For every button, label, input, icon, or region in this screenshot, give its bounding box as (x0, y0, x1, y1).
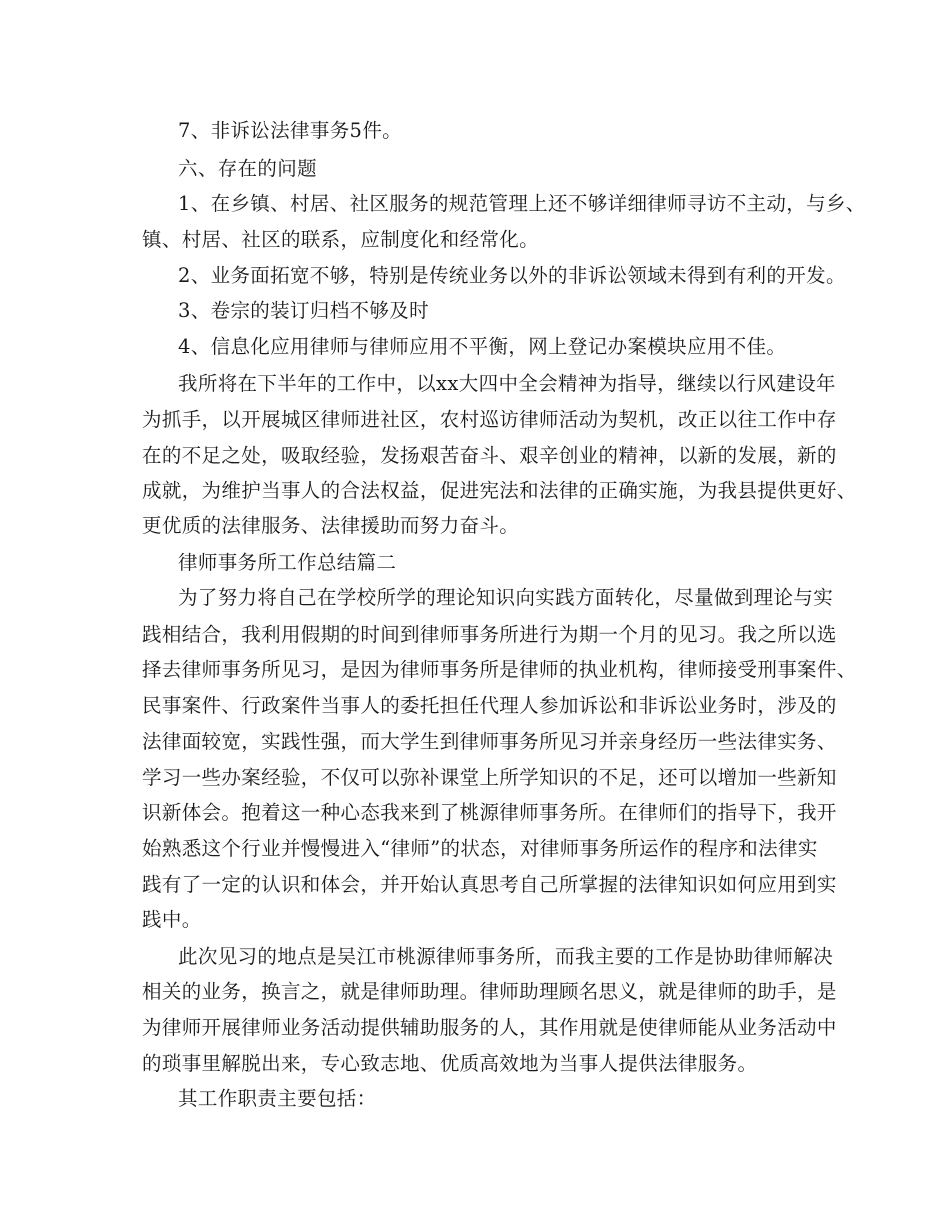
text-line: 法律面较宽，实践性强，而大学生到律师事务所见习并亲身经历一些法律实务、 (142, 730, 837, 753)
text-line: 始熟悉这个行业并慢慢进入“律师”的状态，对律师事务所运作的程序和法律实 (142, 837, 818, 860)
text-line: 践有了一定的认识和体会，并开始认真思考自己所掌握的法律知识如何应用到实 (142, 873, 837, 896)
text-line: 此次见习的地点是吴江市桃源律师事务所，而我主要的工作是协助律师解决 (178, 945, 834, 968)
text-line: 7、非诉讼法律事务5件。 (178, 119, 403, 142)
text-line: 的琐事里解脱出来，专心致志地、优质高效地为当事人提供法律服务。 (142, 1052, 758, 1075)
text-line: 民事案件、行政案件当事人的委托担任代理人参加诉讼和非诉讼业务时，涉及的 (142, 694, 837, 717)
text-line: 3、卷宗的装订归档不够及时 (178, 299, 429, 322)
text-line: 为了努力将自己在学校所学的理论知识向实践方面转化，尽量做到理论与实 (178, 586, 834, 609)
text-line: 我所将在下半年的工作中，以xx大四中全会精神为指导，继续以行风建设年 (178, 372, 836, 395)
text-line: 学习一些办案经验，不仅可以弥补课堂上所学知识的不足，还可以增加一些新知 (142, 766, 837, 789)
text-line: 镇、村居、社区的联系，应制度化和经常化。 (142, 228, 540, 251)
text-line: 为律师开展律师业务活动提供辅助服务的人，其作用就是使律师能从业务活动中 (142, 1016, 837, 1039)
text-line: 2、业务面拓宽不够，特别是传统业务以外的非诉讼领域未得到有利的开发。 (178, 264, 846, 287)
section-heading: 律师事务所工作总结篇二 (178, 551, 397, 574)
text-line: 践中。 (142, 908, 202, 931)
text-line: 在的不足之处，吸取经验，发扬艰苦奋斗、艰辛创业的精神，以新的发展，新的 (142, 444, 837, 467)
text-line: 其工作职责主要包括： (178, 1087, 377, 1110)
section-heading: 六、存在的问题 (178, 157, 317, 180)
text-line: 成就，为维护当事人的合法权益，促进宪法和法律的正确实施，为我县提供更好、 (142, 479, 857, 502)
text-line: 更优质的法律服务、法律援助而努力奋斗。 (142, 514, 520, 537)
text-line: 识新体会。抱着这一种心态我来到了桃源律师事务所。在律师们的指导下，我开 (142, 801, 837, 824)
text-line: 为抓手，以开展城区律师进社区，农村巡访律师活动为契机，改正以往工作中存 (142, 408, 837, 431)
text-line: 择去律师事务所见习，是因为律师事务所是律师的执业机构，律师接受刑事案件、 (142, 658, 857, 681)
text-line: 1、在乡镇、村居、社区服务的规范管理上还不够详细律师寻访不主动，与乡、 (178, 192, 866, 215)
text-line: 4、信息化应用律师与律师应用不平衡，网上登记办案模块应用不佳。 (178, 335, 787, 358)
text-line: 相关的业务，换言之，就是律师助理。律师助理顾名思义，就是律师的助手，是 (142, 980, 837, 1003)
text-line: 践相结合，我利用假期的时间到律师事务所进行为期一个月的见习。我之所以选 (142, 623, 837, 646)
